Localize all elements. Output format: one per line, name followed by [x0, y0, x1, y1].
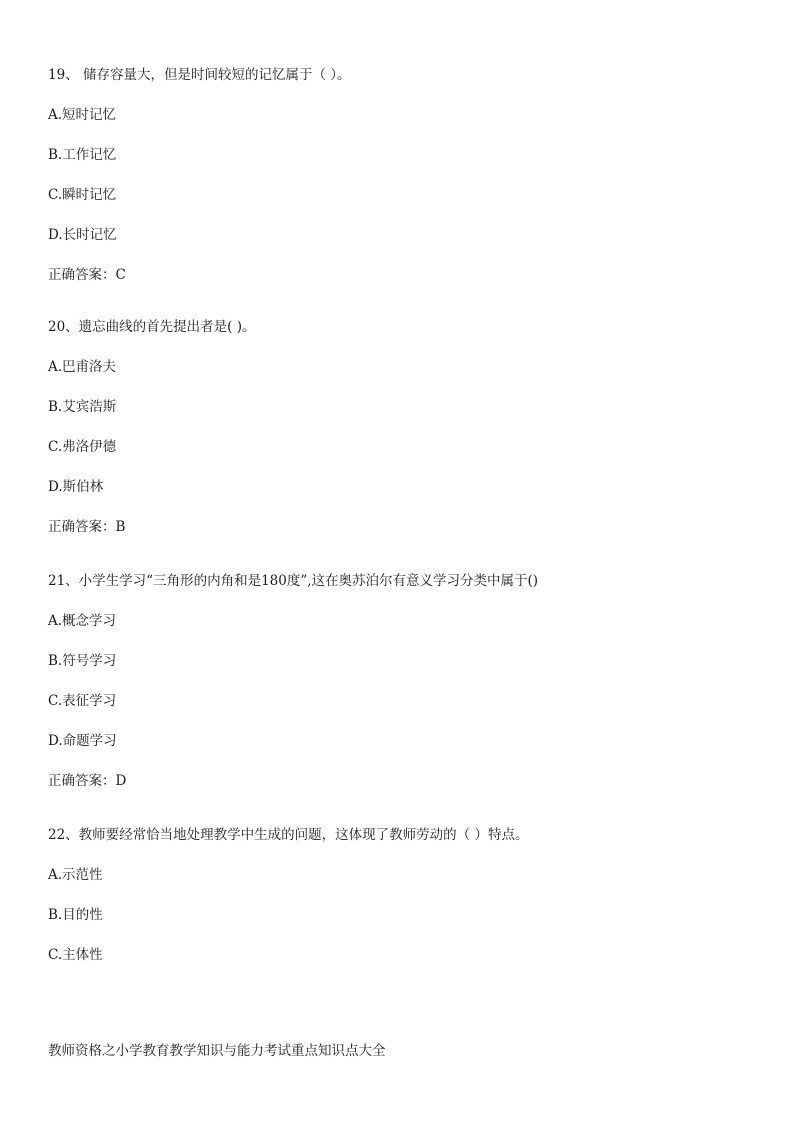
question-21-answer: 正确答案：D	[48, 773, 127, 789]
question-22-option-a: A.示范性	[48, 867, 103, 883]
question-20-option-c: C.弗洛伊德	[48, 439, 117, 455]
question-19-answer: 正确答案：C	[48, 267, 126, 283]
question-20-stem: 20、遗忘曲线的首先提出者是( )。	[48, 319, 256, 335]
question-19-option-d: D.长时记忆	[48, 227, 117, 243]
question-19-option-b: B.工作记忆	[48, 147, 117, 163]
question-19-option-a: A.短时记忆	[48, 107, 117, 123]
question-22-stem: 22、教师要经常恰当地处理教学中生成的问题，这体现了教师劳动的（ ）特点。	[48, 827, 529, 843]
question-20-option-d: D.斯伯林	[48, 479, 104, 495]
question-22-option-b: B.目的性	[48, 907, 103, 923]
question-20-option-b: B.艾宾浩斯	[48, 399, 117, 415]
question-21-option-d: D.命题学习	[48, 733, 117, 749]
question-20-answer: 正确答案：B	[48, 519, 126, 535]
page-footer-title: 教师资格之小学教育教学知识与能力考试重点知识点大全	[48, 1043, 386, 1059]
question-19-option-c: C.瞬时记忆	[48, 187, 117, 203]
question-21-option-a: A.概念学习	[48, 613, 117, 629]
question-21-stem: 21、小学生学习“三角形的内角和是180度”,这在奥苏泊尔有意义学习分类中属于()	[48, 573, 539, 589]
question-21-option-b: B.符号学习	[48, 653, 117, 669]
question-21-option-c: C.表征学习	[48, 693, 117, 709]
question-20-option-a: A.巴甫洛夫	[48, 359, 117, 375]
question-22-option-c: C.主体性	[48, 947, 103, 963]
question-19-stem: 19、 储存容量大，但是时间较短的记忆属于（ ）。	[48, 67, 351, 83]
